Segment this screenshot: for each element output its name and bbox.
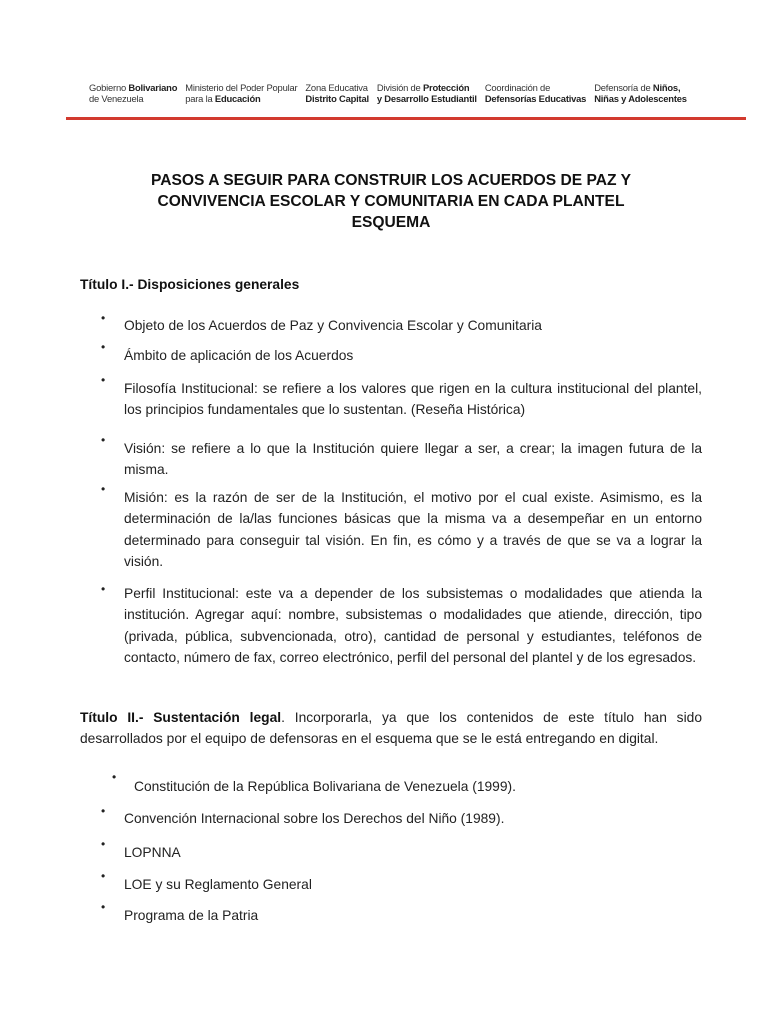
list-item: Programa de la Patria [124, 908, 259, 923]
list-item: Convención Internacional sobre los Derechos del Niño (1989). [124, 811, 505, 826]
bullet: • [101, 433, 106, 447]
letterhead [86, 74, 687, 112]
title-line: ESQUEMA [351, 214, 431, 231]
list-item: Visión: se refiere a lo que la Institución quiere llegar a ser, a crear; la imagen futura de la misma. [124, 441, 702, 478]
bullet: • [101, 582, 106, 596]
list-item: Misión: es la razón de ser de la Institución, el motivo por el cual existe. Asimismo, es la determinación de la/las funciones básicas que la misma va a desempeñar en un entorno determinado para conseguir tal visión. En fin, es cómo y a través de que se va a lograr la visión. [124, 490, 702, 569]
title-line: CONVIVENCIA ESCOLAR Y COMUNITARIA EN CADA PLANTEL [157, 193, 625, 210]
bullet: • [101, 482, 106, 496]
section-2-paragraph [80, 707, 702, 750]
bullet: • [112, 770, 117, 784]
bullet: • [101, 900, 106, 914]
section-1-heading: Título I.- Disposiciones generales [80, 277, 300, 292]
header-rule [66, 117, 746, 120]
list-item: LOE y su Reglamento General [124, 877, 312, 892]
list-item: LOPNNA [124, 845, 181, 860]
header-org-ministerio: Ministerio del Poder Popular para la Educación [185, 82, 298, 104]
section-2-text: . Incorporarla, ya que los contenidos de este título han sido desarrollados por el equipo de defensoras en el esquema que se le está entregando en digital. [80, 710, 702, 747]
header-org-defensoria: Defensoría de Niños, Niñas y Adolescentes [594, 82, 687, 104]
list-item: Constitución de la República Bolivariana de Venezuela (1999). [134, 779, 516, 794]
header-org-division: División de Protección y Desarrollo Estudiantil [376, 82, 477, 104]
bullet: • [101, 837, 106, 851]
bullet: • [101, 340, 106, 354]
bullet: • [101, 804, 106, 818]
header-org-coordinacion: Coordinación de Defensorías Educativas [484, 82, 587, 104]
header-org-gobierno: Gobierno Bolivariano de Venezuela [89, 82, 178, 104]
bullet: • [101, 311, 106, 325]
list-item: Perfil Institucional: este va a depender de los subsistemas o modalidades que atienda la institución. Agregar aquí: nombre, subsistemas o modalidades que atiende, dirección, tipo (privada, pública, subvencionada, otro), cantidad de personal y estudiantes, teléfonos de contacto, número de fax, correo electrónico, perfil del personal del plantel y de los egresados. [124, 586, 702, 665]
section-2-heading: Título II.- Sustentación legal [80, 710, 282, 725]
document-title [80, 170, 702, 233]
bullet: • [101, 869, 106, 883]
title-line: PASOS A SEGUIR PARA CONSTRUIR LOS ACUERDOS DE PAZ Y [151, 172, 631, 189]
list-item: Objeto de los Acuerdos de Paz y Convivencia Escolar y Comunitaria [124, 318, 542, 333]
header-org-zona-educativa: Zona Educativa Distrito Capital [305, 82, 369, 104]
bullet: • [101, 373, 106, 387]
list-item: Filosofía Institucional: se refiere a los valores que rigen en la cultura institucional del plantel, los principios fundamentales que lo sustentan. (Reseña Histórica) [124, 381, 702, 418]
list-item: Ámbito de aplicación de los Acuerdos [124, 348, 354, 363]
